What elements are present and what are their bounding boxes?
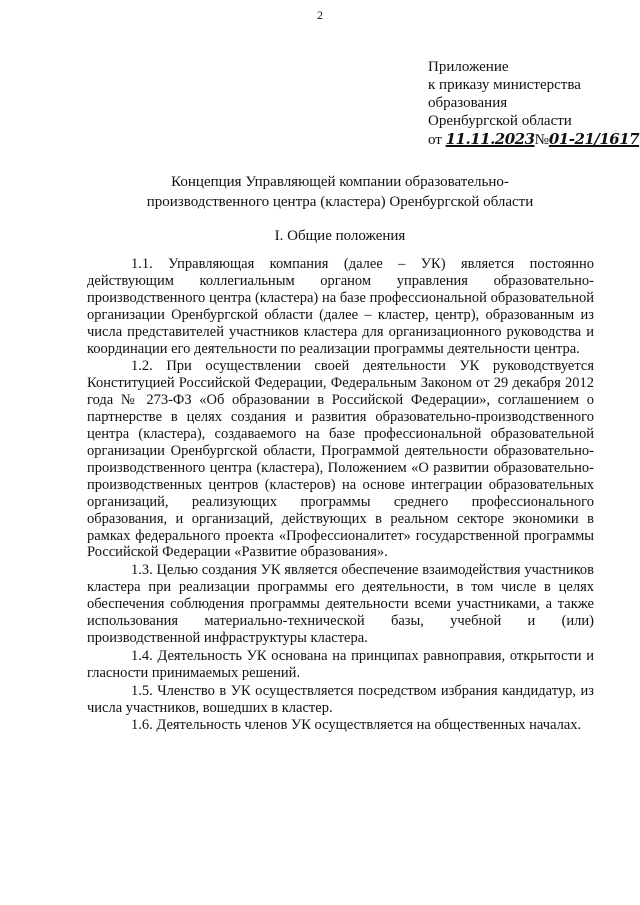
appendix-line: Оренбургской области <box>428 113 572 129</box>
paragraph-1-5: 1.5. Членство в УК осуществляется посредством избрания кандидатур, из числа участников, вошедших в кластер. <box>87 682 594 716</box>
document-title <box>40 172 640 212</box>
paragraph-1-2: 1.2. При осуществлении своей деятельности УК руководствуется Конституцией Российской Федерации, Федеральным Законом от 29 декабря 2012 года № 273-ФЗ «Об образовании в Российской Федерации», соглашением о партнерстве в целях создания и развития образовательно-производственного центра (кластера), создаваемого на базе профессиональной образовательной организации Оренбургской области, Программой деятельности образовательно-производственного центра (кластера), Положением «О развитии образовательно-производственных центров (кластеров) на основе интеграции образовательных организаций, реализующих программы среднего профессионального образования, и организаций, действующих в реальном секторе экономики в рамках федерального проекта «Профессионалитет» государственной программы Российской Федерации «Развитие образования». <box>87 358 594 561</box>
appendix-line: Приложение <box>428 59 509 75</box>
handwritten-date: 11.11.2023 <box>445 130 535 148</box>
paragraph-1-6: 1.6. Деятельность членов УК осуществляется на общественных началах. <box>131 717 582 734</box>
handwritten-number: 01-21/1617 <box>548 130 640 148</box>
document-body <box>87 256 594 734</box>
appendix-line: образования <box>428 95 508 111</box>
title-line: Концепция Управляющей компании образовательно- <box>171 174 509 190</box>
number-prefix: № <box>534 132 549 148</box>
appendix-block <box>428 58 640 149</box>
paragraph-1-3: 1.3. Целью создания УК является обеспечение взаимодействия участников кластера при реализации программы его деятельности, в том числе в целях обеспечения соблюдения программы деятельности всеми участниками, а также использования материально-технической базы, учебной и (или) производственной инфраструктуры кластера. <box>87 562 594 646</box>
appendix-line: к приказу министерства <box>428 77 581 93</box>
date-prefix: от <box>428 132 442 148</box>
paragraph-1-4: 1.4. Деятельность УК основана на принципах равноправия, открытости и гласности принимаемых решений. <box>87 647 594 681</box>
appendix-date-line <box>428 130 640 149</box>
paragraph-1-1: 1.1. Управляющая компания (далее – УК) является постоянно действующим коллегиальным органом управления образовательно-производственного центра (кластера) на базе профессиональной образовательной организации Оренбургской области (далее – кластер, центр), образованным из числа представителей участников кластера для организационного руководства и координации его деятельности по реализации программы деятельности центра. <box>87 256 594 357</box>
section-heading: I. Общие положения <box>274 228 406 244</box>
page-number: 2 <box>317 8 323 22</box>
title-line: производственного центра (кластера) Оренбургской области <box>146 194 534 210</box>
